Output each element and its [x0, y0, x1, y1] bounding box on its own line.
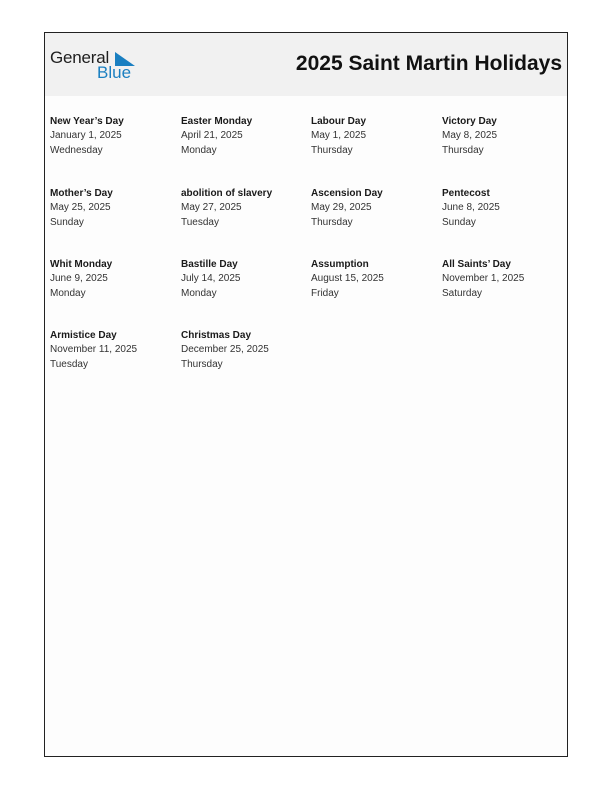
holiday-item — [442, 115, 567, 158]
holiday-weekday: Thursday — [311, 144, 353, 156]
holiday-item — [181, 329, 306, 372]
holiday-name: New Year’s Day — [50, 116, 124, 127]
holiday-date: June 8, 2025 — [442, 202, 500, 214]
holiday-item — [311, 258, 436, 301]
holiday-weekday: Saturday — [442, 287, 483, 299]
holiday-weekday: Thursday — [181, 358, 223, 370]
holiday-name: Armistice Day — [50, 330, 117, 341]
holiday-item — [181, 115, 306, 158]
holiday-weekday: Monday — [50, 287, 86, 299]
holiday-date: June 9, 2025 — [50, 273, 108, 285]
holiday-item — [442, 258, 567, 301]
logo — [50, 48, 140, 84]
holiday-weekday: Thursday — [311, 216, 353, 228]
holiday-date: November 1, 2025 — [442, 273, 525, 285]
holiday-date: January 1, 2025 — [50, 130, 122, 142]
header-band — [45, 33, 567, 96]
holiday-weekday: Tuesday — [50, 358, 88, 370]
holiday-date: May 27, 2025 — [181, 202, 242, 214]
holiday-item — [442, 187, 567, 230]
holiday-date: April 21, 2025 — [181, 130, 243, 142]
holiday-date: July 14, 2025 — [181, 273, 241, 285]
holiday-date: August 15, 2025 — [311, 273, 384, 285]
holiday-name: Mother’s Day — [50, 188, 113, 199]
holiday-date: May 29, 2025 — [311, 202, 372, 214]
holiday-weekday: Friday — [311, 287, 339, 299]
holiday-name: Whit Monday — [50, 259, 113, 270]
holiday-weekday: Thursday — [442, 144, 484, 156]
holiday-name: Pentecost — [442, 188, 490, 199]
holiday-date: May 1, 2025 — [311, 130, 367, 142]
holiday-item — [50, 329, 175, 372]
holiday-name: Labour Day — [311, 116, 367, 127]
logo-general-text: General — [50, 48, 110, 67]
holiday-item — [181, 258, 306, 301]
holiday-name: Victory Day — [442, 116, 497, 127]
holiday-item — [50, 258, 175, 301]
holiday-date: November 11, 2025 — [50, 344, 138, 356]
holiday-item — [50, 115, 175, 158]
holiday-weekday: Wednesday — [50, 144, 103, 156]
holiday-name: All Saints’ Day — [442, 259, 511, 270]
holiday-weekday: Monday — [181, 287, 217, 299]
holiday-weekday: Sunday — [50, 216, 84, 228]
holiday-date: May 25, 2025 — [50, 202, 111, 214]
page-frame — [44, 32, 568, 757]
holiday-name: Ascension Day — [311, 188, 383, 199]
logo-blue-text: Blue — [97, 63, 132, 82]
holiday-weekday: Monday — [181, 144, 217, 156]
holiday-weekday: Tuesday — [181, 216, 219, 228]
holiday-weekday: Sunday — [442, 216, 476, 228]
page-title: 2025 Saint Martin Holidays — [295, 52, 562, 75]
holiday-name: abolition of slavery — [181, 188, 273, 199]
holiday-item — [50, 187, 175, 230]
holiday-name: Christmas Day — [181, 330, 252, 341]
holiday-name: Easter Monday — [181, 116, 253, 127]
holiday-date: December 25, 2025 — [181, 344, 269, 356]
holiday-date: May 8, 2025 — [442, 130, 498, 142]
holiday-name: Bastille Day — [181, 259, 238, 270]
holiday-item — [311, 115, 436, 158]
holiday-name: Assumption — [311, 259, 369, 270]
holiday-item — [311, 187, 436, 230]
holiday-item — [181, 187, 306, 230]
